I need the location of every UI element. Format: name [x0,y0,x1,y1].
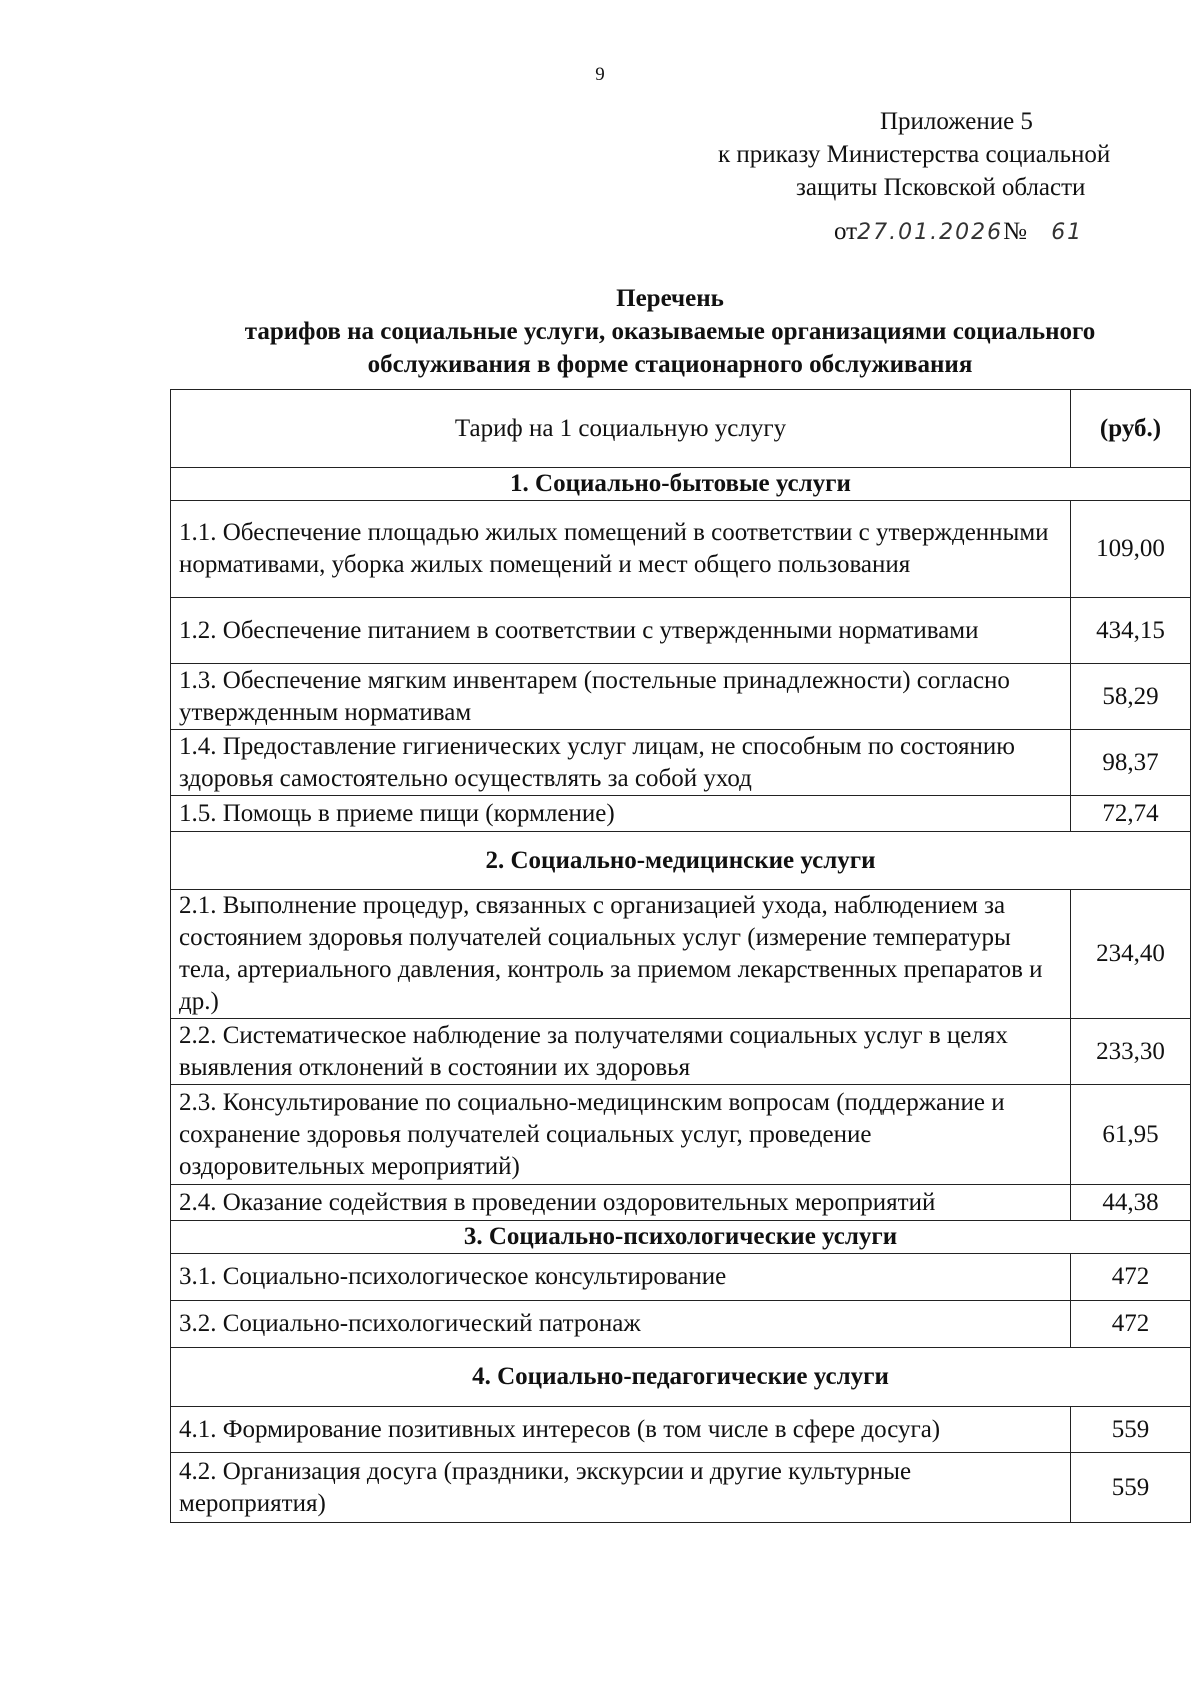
appendix-date-line [834,218,1083,246]
appendix-order-line: к приказу Министерства социальной [718,141,1111,168]
table-row [171,501,1191,598]
tariff-table [170,389,1191,1523]
tariff-value: 559 [1071,1407,1191,1453]
number-sign: № [1003,218,1027,245]
table-row [171,1453,1191,1523]
table-row [171,1301,1191,1348]
section-row [171,1348,1191,1407]
table-row [171,1185,1191,1221]
tariff-value: 72,74 [1071,796,1191,832]
table-row [171,890,1191,1019]
section-title: 4. Социально-педагогические услуги [171,1348,1191,1407]
tariff-value: 109,00 [1071,501,1191,598]
header-label: Тариф на 1 социальную услугу [171,390,1071,468]
document-title [160,282,1180,381]
section-title: 1. Социально-бытовые услуги [171,468,1191,501]
header-unit: (руб.) [1071,390,1191,468]
service-name: 1.2. Обеспечение питанием в соответствии с утвержденными нормативами [171,598,1071,664]
section-row [171,468,1191,501]
service-name: 4.1. Формирование позитивных интересов (в том числе в сфере досуга) [171,1407,1071,1453]
table-row [171,598,1191,664]
service-name: 3.1. Социально-психологическое консультирование [171,1254,1071,1301]
tariff-value: 61,95 [1071,1085,1191,1185]
tariff-value: 472 [1071,1254,1191,1301]
appendix-ministry-line: защиты Псковской области [796,174,1086,201]
tariff-value: 44,38 [1071,1185,1191,1221]
service-name: 2.4. Оказание содействия в проведении оздоровительных мероприятий [171,1185,1071,1221]
section-title: 3. Социально-психологические услуги [171,1221,1191,1254]
title-line-1: Перечень [616,285,724,312]
tariff-value: 434,15 [1071,598,1191,664]
service-name: 1.1. Обеспечение площадью жилых помещений в соответствии с утвержденными нормативами, уборка жилых помещений и мест общего пользования [171,501,1071,598]
table-row [171,664,1191,730]
table-header-row [171,390,1191,468]
section-title: 2. Социально-медицинские услуги [171,832,1191,890]
service-name: 2.3. Консультирование по социально-медицинским вопросам (поддержание и сохранение здоровья получателей социальных услуг, проведение оздоровительных мероприятий) [171,1085,1071,1185]
service-name: 1.4. Предоставление гигиенических услуг лицам, не способным по состоянию здоровья самостоятельно осуществлять за собой уход [171,730,1071,796]
service-name: 2.1. Выполнение процедур, связанных с организацией ухода, наблюдением за состоянием здоровья получателей социальных услуг (измерение температуры тела, артериального давления, контроль за приемом лекарственных препаратов и др.) [171,890,1071,1019]
tariff-value: 472 [1071,1301,1191,1348]
section-row [171,832,1191,890]
appendix-label: Приложение 5 [880,108,1033,135]
service-name: 1.5. Помощь в приеме пищи (кормление) [171,796,1071,832]
handwritten-number: 61 [1051,220,1084,245]
service-name: 3.2. Социально-психологический патронаж [171,1301,1071,1348]
tariff-value: 98,37 [1071,730,1191,796]
title-line-3: обслуживания в форме стационарного обслуживания [367,351,973,378]
service-name: 2.2. Систематическое наблюдение за получателями социальных услуг в целях выявления отклонений в состоянии их здоровья [171,1019,1071,1085]
table-row [171,1407,1191,1453]
tariff-value: 559 [1071,1453,1191,1523]
table-row [171,730,1191,796]
page-number: 9 [595,64,605,85]
table-row [171,1085,1191,1185]
tariff-value: 233,30 [1071,1019,1191,1085]
section-row [171,1221,1191,1254]
tariff-value: 234,40 [1071,890,1191,1019]
tariff-value: 58,29 [1071,664,1191,730]
handwritten-date: 27.01.2026 [857,220,1004,245]
table-row [171,1019,1191,1085]
table-row [171,796,1191,832]
date-prefix: от [834,218,858,245]
service-name: 4.2. Организация досуга (праздники, экскурсии и другие культурные мероприятия) [171,1453,1071,1523]
table-row [171,1254,1191,1301]
title-line-2: тарифов на социальные услуги, оказываемые организациями социального [244,318,1096,345]
service-name: 1.3. Обеспечение мягким инвентарем (постельные принадлежности) согласно утвержденным нормативам [171,664,1071,730]
